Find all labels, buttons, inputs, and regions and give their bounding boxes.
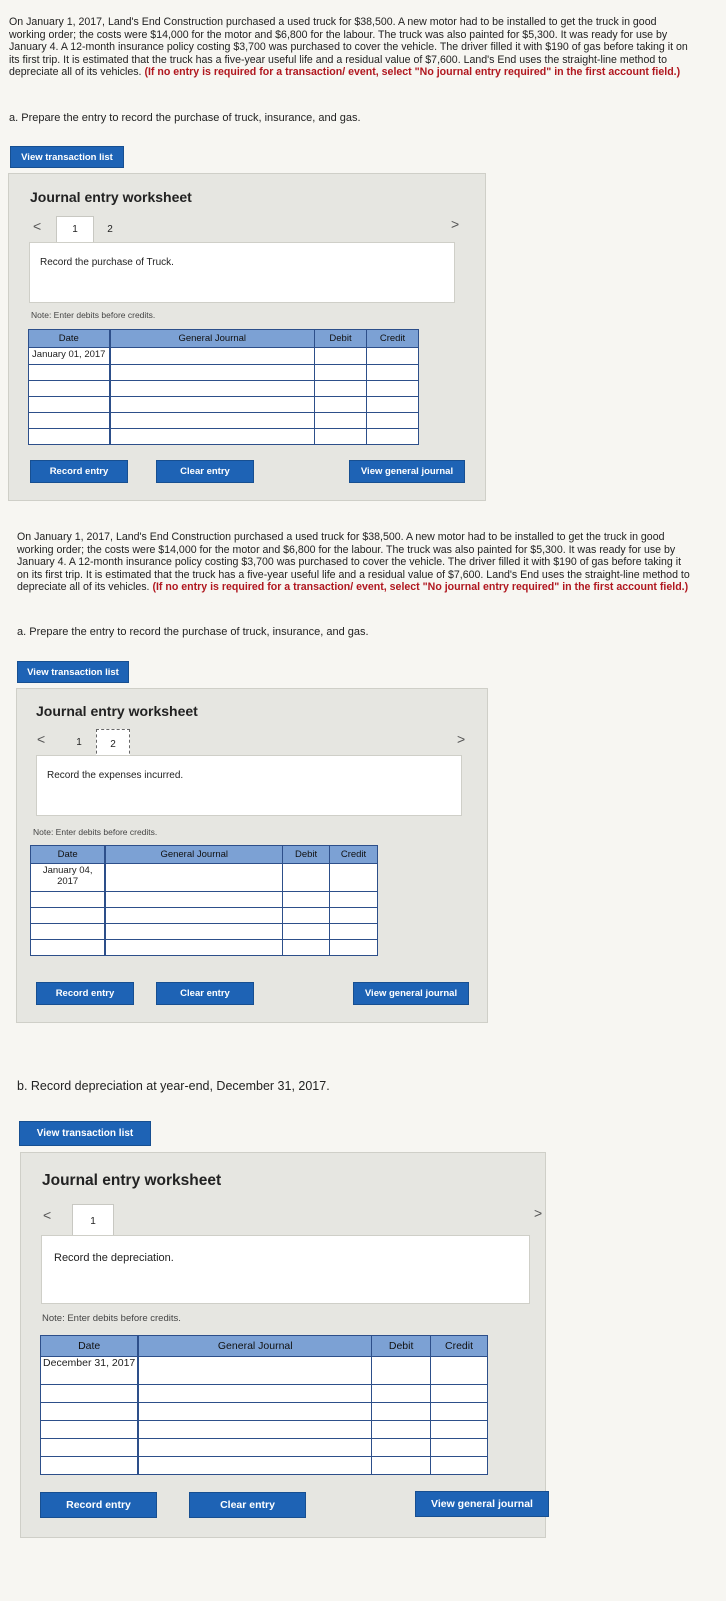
next-arrow-icon[interactable]: > — [451, 216, 460, 232]
question-a: a. Prepare the entry to record the purchase of truck, insurance, and gas. — [17, 626, 369, 638]
tab-2[interactable]: 2 — [107, 223, 113, 235]
credit-field[interactable] — [367, 348, 419, 365]
journal-table — [40, 1335, 488, 1475]
debit-field[interactable] — [372, 1439, 431, 1457]
account-field[interactable] — [110, 348, 315, 365]
date-cell[interactable] — [29, 397, 110, 413]
col-date: Date — [41, 1336, 139, 1357]
date-cell[interactable] — [29, 365, 110, 381]
journal-worksheet-3 — [20, 1152, 546, 1538]
account-field[interactable] — [110, 413, 315, 429]
date-cell[interactable]: January 04, 2017 — [31, 864, 106, 892]
journal-table — [28, 329, 419, 445]
credit-field[interactable] — [431, 1385, 488, 1403]
next-arrow-icon[interactable]: > — [457, 731, 466, 747]
account-field[interactable] — [105, 924, 282, 940]
instruction-box: Record the expenses incurred. — [36, 755, 462, 816]
problem-statement: On January 1, 2017, Land's End Construction purchased a used truck for $38,500. A new motor had to be installed to get the truck in good working order; the costs were $14,000 for the motor and $6,800 for the labour. The truck was also painted for $5,300. It was ready for use by January 4. A 12-month insurance policy costing $3,700 was purchased to cover the vehicle. The driver filled it with $190 of gas before taking it on its first trip. It is estimated that the truck has a five-year useful life and a residual value of $7,600. Land's End uses the straight-line method to depreciate all of its vehicles. (If no entry is required for a transaction/ event, select "No journal entry required" in the first account field.) — [9, 16, 688, 79]
clear-entry-button[interactable]: Clear entry — [156, 982, 254, 1005]
account-field[interactable] — [138, 1403, 371, 1421]
record-entry-button[interactable]: Record entry — [40, 1492, 157, 1518]
account-field[interactable] — [105, 940, 282, 956]
date-cell[interactable] — [31, 924, 106, 940]
account-field[interactable] — [138, 1385, 371, 1403]
date-cell[interactable] — [41, 1439, 139, 1457]
date-cell[interactable] — [31, 940, 106, 956]
prev-arrow-icon[interactable]: < — [43, 1207, 52, 1223]
col-debit: Debit — [372, 1336, 431, 1357]
credit-field[interactable] — [431, 1457, 488, 1475]
credit-field[interactable] — [367, 429, 419, 445]
account-field[interactable] — [110, 397, 315, 413]
account-field[interactable] — [138, 1421, 371, 1439]
worksheet-title: Journal entry worksheet — [42, 1172, 222, 1189]
account-field[interactable] — [105, 864, 282, 892]
col-date: Date — [31, 846, 106, 864]
date-cell[interactable]: December 31, 2017 — [41, 1357, 139, 1385]
tab-1[interactable]: 1 — [72, 1204, 114, 1237]
clear-entry-button[interactable]: Clear entry — [156, 460, 254, 483]
col-general-journal: General Journal — [138, 1336, 371, 1357]
credit-field[interactable] — [367, 381, 419, 397]
credit-field[interactable] — [431, 1439, 488, 1457]
tab-1[interactable]: 1 — [76, 736, 82, 748]
worksheet-title: Journal entry worksheet — [30, 189, 192, 205]
credit-field[interactable] — [330, 924, 378, 940]
instruction-box: Record the depreciation. — [41, 1235, 530, 1304]
instruction-box: Record the purchase of Truck. — [29, 242, 455, 303]
credit-field[interactable] — [330, 892, 378, 908]
tab-2[interactable]: 2 — [96, 729, 130, 759]
date-cell[interactable] — [41, 1421, 139, 1439]
date-cell[interactable] — [29, 413, 110, 429]
debit-field[interactable] — [315, 348, 367, 365]
prev-arrow-icon[interactable]: < — [37, 731, 46, 747]
credit-field[interactable] — [330, 940, 378, 956]
question-a: a. Prepare the entry to record the purchase of truck, insurance, and gas. — [9, 112, 361, 124]
tab-1[interactable]: 1 — [56, 216, 94, 242]
instruction-note: (If no entry is required for a transaction/ event, select "No journal entry required" in the first account field.) — [152, 581, 689, 594]
next-arrow-icon[interactable]: > — [534, 1205, 543, 1221]
col-debit: Debit — [315, 330, 367, 348]
debit-field[interactable] — [315, 365, 367, 381]
question-b: b. Record depreciation at year-end, December 31, 2017. — [17, 1079, 330, 1093]
journal-worksheet-2 — [16, 688, 488, 1023]
debit-field[interactable] — [283, 924, 330, 940]
debit-field[interactable] — [372, 1385, 431, 1403]
date-cell[interactable]: January 01, 2017 — [29, 348, 110, 365]
view-transaction-list-button[interactable]: View transaction list — [17, 661, 129, 683]
credit-field[interactable] — [330, 908, 378, 924]
col-credit: Credit — [431, 1336, 488, 1357]
debit-field[interactable] — [283, 908, 330, 924]
account-field[interactable] — [110, 381, 315, 397]
journal-worksheet-1 — [8, 173, 486, 501]
journal-table — [30, 845, 378, 956]
debit-field[interactable] — [372, 1403, 431, 1421]
account-field[interactable] — [110, 365, 315, 381]
note-text: Note: Enter debits before credits. — [31, 310, 156, 320]
account-field[interactable] — [105, 908, 282, 924]
debit-field[interactable] — [372, 1421, 431, 1439]
debit-field[interactable] — [283, 892, 330, 908]
debit-field[interactable] — [283, 864, 330, 892]
col-debit: Debit — [283, 846, 330, 864]
credit-field[interactable] — [367, 365, 419, 381]
debit-field[interactable] — [315, 397, 367, 413]
date-cell[interactable] — [29, 381, 110, 397]
credit-field[interactable] — [367, 397, 419, 413]
record-entry-button[interactable]: Record entry — [30, 460, 128, 483]
instruction-note: (If no entry is required for a transaction/ event, select "No journal entry required" in the first account field.) — [144, 66, 681, 79]
col-date: Date — [29, 330, 110, 348]
clear-entry-button[interactable]: Clear entry — [189, 1492, 306, 1518]
debit-field[interactable] — [372, 1457, 431, 1475]
view-general-journal-button[interactable]: View general journal — [415, 1491, 549, 1517]
account-field[interactable] — [110, 429, 315, 445]
credit-field[interactable] — [330, 864, 378, 892]
debit-field[interactable] — [315, 381, 367, 397]
col-credit: Credit — [367, 330, 419, 348]
problem-statement: On January 1, 2017, Land's End Construction purchased a used truck for $38,500. A new motor had to be installed to get the truck in good working order; the costs were $14,000 for the motor and $6,800 for the labour. The truck was also painted for $5,300. It was ready for use by January 4. A 12-month insurance policy costing $3,700 was purchased to cover the vehicle. The driver filled it with $190 of gas before taking it on its first trip. It is estimated that the truck has a five-year useful life and a residual value of $7,600. Land's End uses the straight-line method to depreciate all of its vehicles. (If no entry is required for a transaction/ event, select "No journal entry required" in the first account field.) — [17, 531, 690, 594]
account-field[interactable] — [138, 1457, 371, 1475]
col-general-journal: General Journal — [110, 330, 315, 348]
view-general-journal-button[interactable]: View general journal — [349, 460, 465, 483]
date-cell[interactable] — [31, 892, 106, 908]
debit-field[interactable] — [315, 429, 367, 445]
view-transaction-list-button[interactable]: View transaction list — [19, 1121, 151, 1146]
date-cell[interactable] — [41, 1403, 139, 1421]
record-entry-button[interactable]: Record entry — [36, 982, 134, 1005]
debit-field[interactable] — [372, 1357, 431, 1385]
worksheet-title: Journal entry worksheet — [36, 703, 198, 719]
debit-field[interactable] — [315, 413, 367, 429]
date-cell[interactable] — [41, 1457, 139, 1475]
prev-arrow-icon[interactable]: < — [33, 218, 42, 234]
col-general-journal: General Journal — [105, 846, 282, 864]
account-field[interactable] — [138, 1357, 371, 1385]
credit-field[interactable] — [367, 413, 419, 429]
col-credit: Credit — [330, 846, 378, 864]
account-field[interactable] — [105, 892, 282, 908]
credit-field[interactable] — [431, 1403, 488, 1421]
date-cell[interactable] — [41, 1385, 139, 1403]
credit-field[interactable] — [431, 1421, 488, 1439]
credit-field[interactable] — [431, 1357, 488, 1385]
date-cell[interactable] — [29, 429, 110, 445]
account-field[interactable] — [138, 1439, 371, 1457]
date-cell[interactable] — [31, 908, 106, 924]
note-text: Note: Enter debits before credits. — [42, 1313, 181, 1324]
note-text: Note: Enter debits before credits. — [33, 827, 158, 837]
debit-field[interactable] — [283, 940, 330, 956]
view-general-journal-button[interactable]: View general journal — [353, 982, 469, 1005]
view-transaction-list-button[interactable]: View transaction list — [10, 146, 124, 168]
